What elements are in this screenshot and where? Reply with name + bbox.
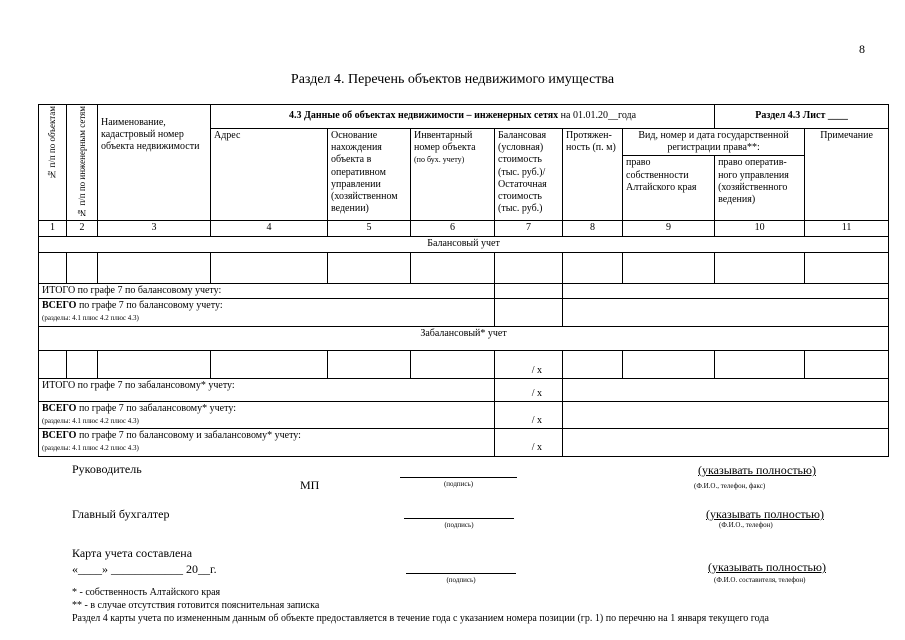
accountant-note: (Ф.И.О., телефон) (719, 521, 773, 529)
itogo-offbalance: ИТОГО по графе 7 по забалансовому* учету: (39, 378, 495, 401)
stamp-mp: МП (300, 478, 320, 492)
vsego-both-value: / х (495, 429, 563, 456)
compiler-full-name: (указывать полностью) (708, 560, 826, 574)
header-col6: Инвентарный номер объекта (по бух. учету) (411, 129, 495, 221)
head-note: (Ф.И.О., телефон, факс) (694, 482, 766, 490)
itogo-offbalance-value: / х (495, 378, 563, 401)
head-signature-line: (подпись) (400, 477, 517, 488)
footnote-1: * - собственность Алтайского края (72, 587, 221, 598)
vsego-offbalance-value: / х (495, 401, 563, 428)
header-col10: право оператив-ного управления (хозяйственного ведения) (715, 156, 805, 221)
column-number-row: 1 2 3 4 5 6 7 8 9 10 11 (39, 221, 889, 236)
vsego-offbalance: ВСЕГО по графе 7 по забалансовому* учету: (разделы: 4.1 плюс 4.2 плюс 4.3) (39, 401, 495, 428)
head-full-name: (указывать полностью) (698, 463, 816, 477)
balance-data-row (39, 252, 889, 283)
header-col11: Примечание (805, 129, 889, 221)
head-label: Руководитель (72, 462, 142, 476)
accountant-label: Главный бухгалтер (72, 507, 170, 521)
footnote-2: ** - в случае отсутствия готовится пояснительная записка (72, 600, 320, 611)
offbalance-data-row: / х (39, 350, 889, 378)
objects-table (38, 104, 889, 457)
header-col7: Балансовая (условная) стоимость (тыс. руб.)/ Остаточная стоимость (тыс. руб.) (495, 129, 563, 221)
table-banner: 4.3 Данные об объектах недвижимости – инженерных сетях на 01.01.20__года (211, 105, 715, 129)
header-col1: № п/п по объектам (39, 105, 67, 221)
header-col9: право собственности Алтайского края (623, 156, 715, 221)
offbalance-header: Забалансовый* учет (39, 326, 889, 350)
header-col5: Основание нахождения объекта в оперативном управлении (хозяйственном ведении) (328, 129, 411, 221)
page-title: Раздел 4. Перечень объектов недвижимого имущества (290, 72, 615, 87)
balance-header: Балансовый учет (39, 236, 889, 252)
itogo-balance: ИТОГО по графе 7 по балансовому учету: (39, 283, 495, 298)
compiled-label: Карта учета составлена (72, 546, 193, 560)
header-col3: Наименование, кадастровый номер объекта недвижимости (98, 105, 211, 221)
accountant-full-name: (указывать полностью) (706, 507, 824, 521)
footnote-3: Раздел 4 карты учета по измененным данным об объекте предоставляется в течение года с указанием номера позиции (гр. 1) по перечню на 1 января текущего года (72, 613, 769, 624)
section-sheet-label: Раздел 4.3 Лист ____ (715, 105, 889, 129)
header-col9-10: Вид, номер и дата государственной регистрации права**: (623, 129, 805, 156)
compiler-note: (Ф.И.О. составителя, телефон) (714, 576, 806, 584)
accountant-signature-line: (подпись) (404, 518, 514, 529)
vsego-both: ВСЕГО по графе 7 по балансовому и забалансовому* учету: (разделы: 4.1 плюс 4.2 плюс 4.3) (39, 429, 495, 456)
vsego-balance: ВСЕГО по графе 7 по балансовому учету: (разделы: 4.1 плюс 4.2 плюс 4.3) (39, 298, 495, 326)
compiler-signature-line: (подпись) (406, 573, 516, 584)
header-col4: Адрес (211, 129, 328, 221)
header-col8: Протяжен-ность (п. м) (563, 129, 623, 221)
compiled-date[interactable]: «____» ____________ 20__г. (72, 562, 217, 576)
page-number: 8 (859, 42, 865, 56)
header-col2: № п/п по инженерным сетям (67, 105, 98, 221)
